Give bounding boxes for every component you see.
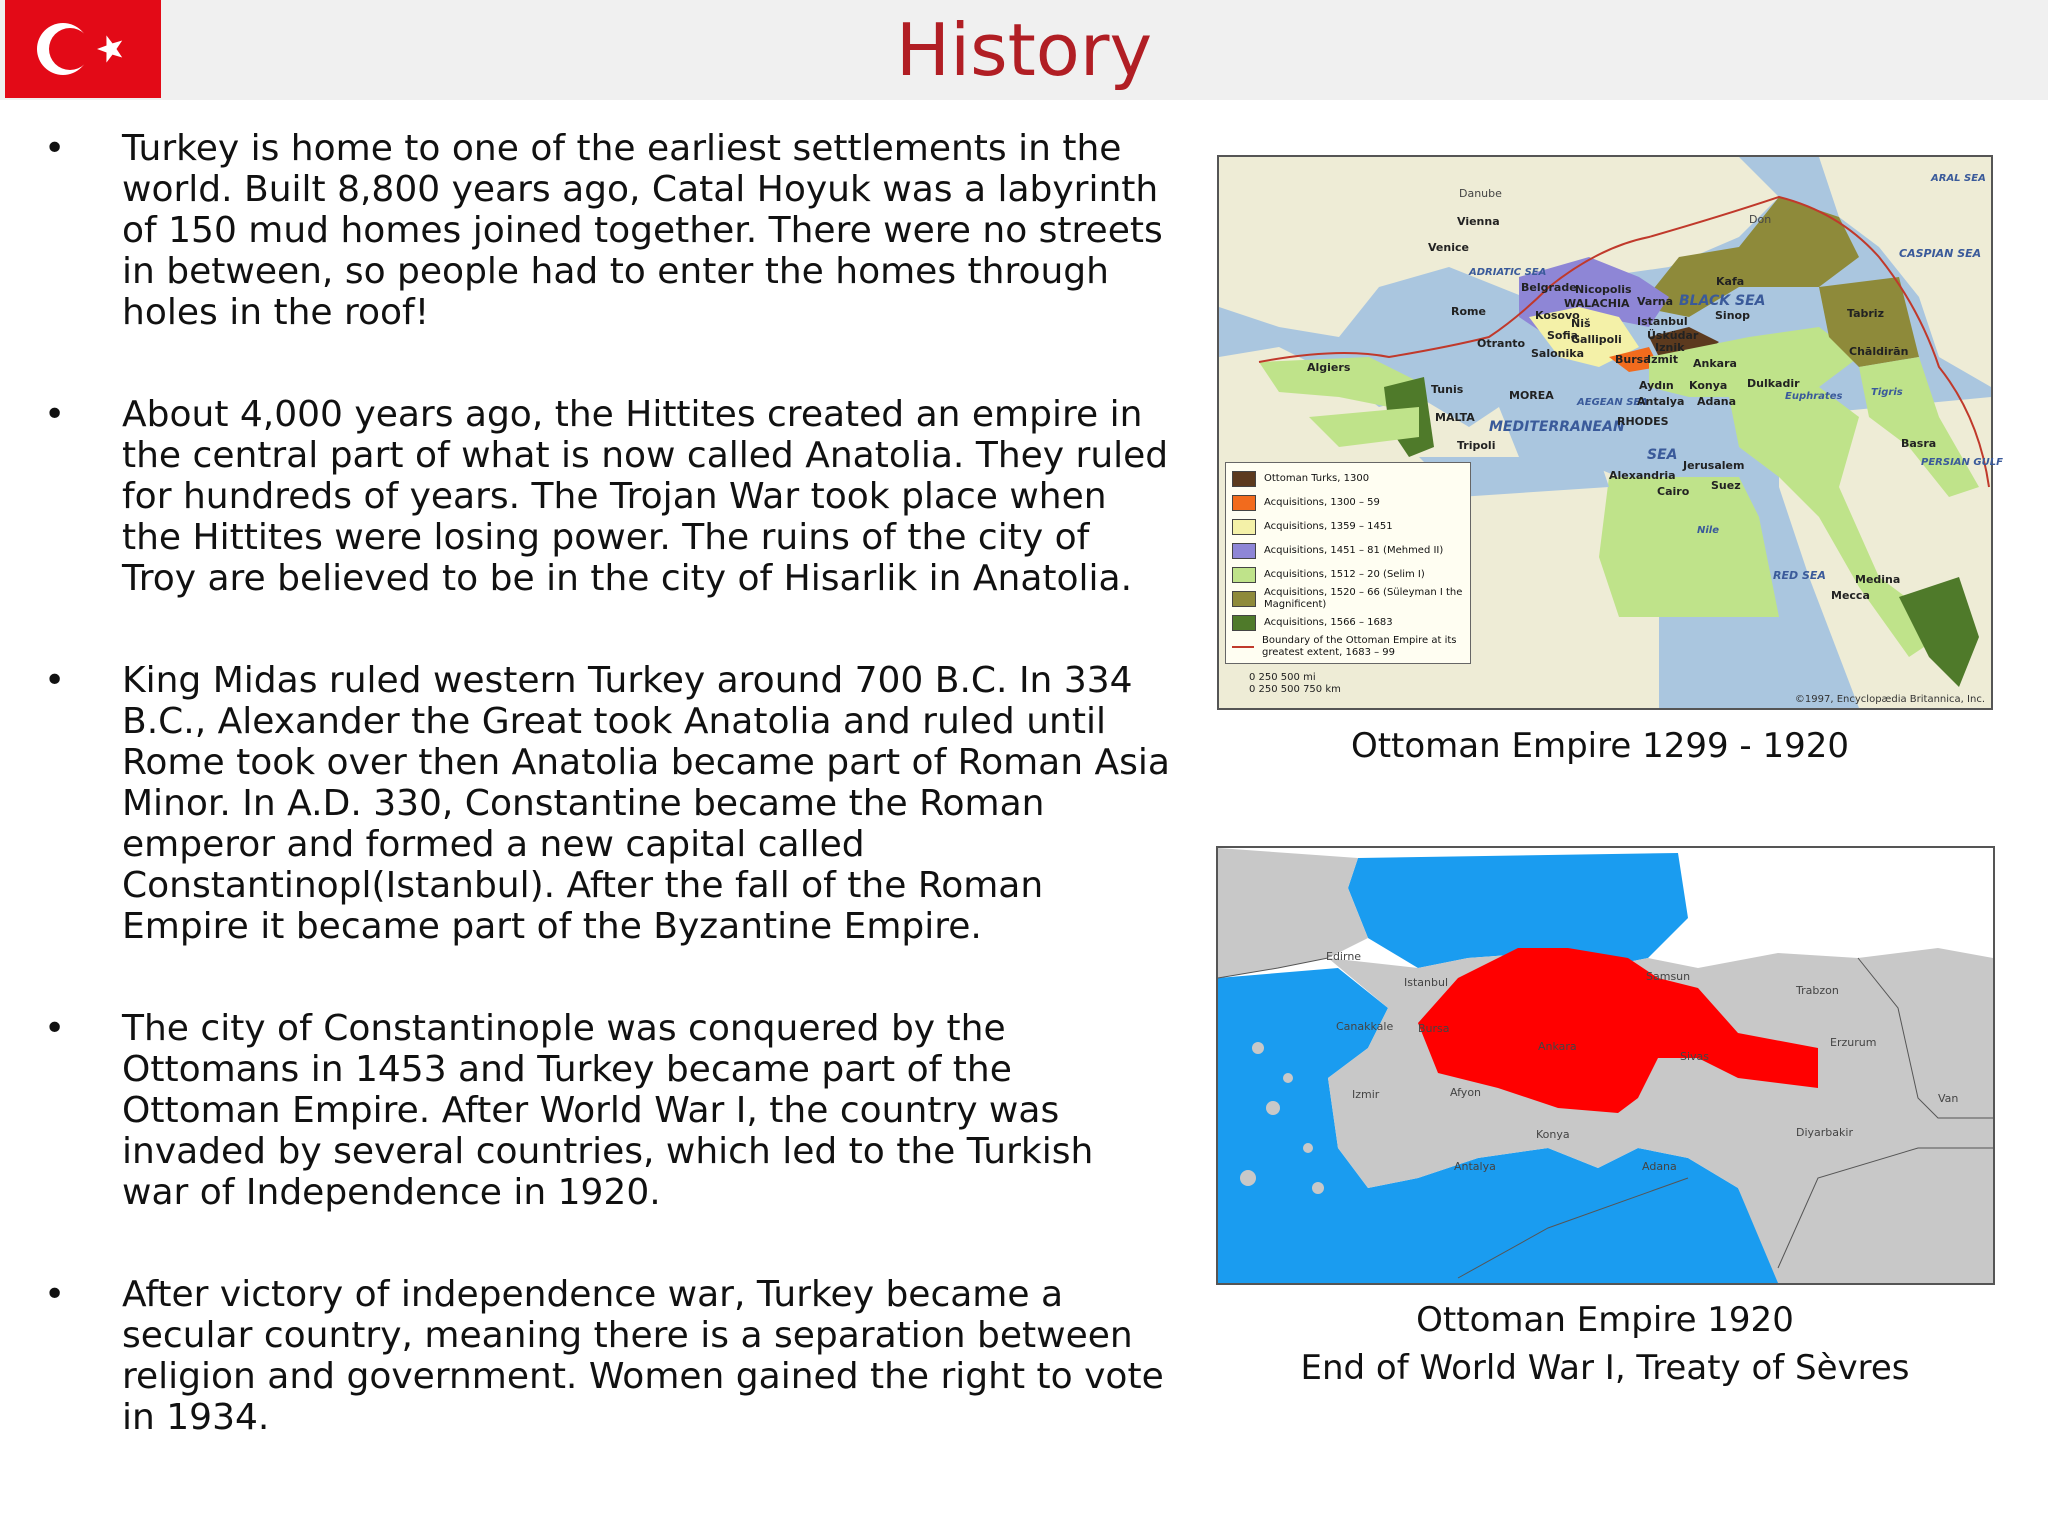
map-label: MEDITERRANEAN [1489,419,1625,435]
scale-km: 0 250 500 750 km [1249,684,1341,695]
map-label: Nicopolis [1575,283,1632,296]
map-label: Danube [1459,187,1502,200]
map-label: Diyarbakir [1796,1126,1853,1139]
map-label: RHODES [1617,415,1669,428]
map-label: Izmir [1352,1088,1380,1101]
map-label: Istanbul [1637,315,1688,328]
map-label: Otranto [1477,337,1526,350]
map-label: ARAL SEA [1931,173,1986,184]
legend-label: Acquisitions, 1451 – 81 (Mehmed II) [1264,545,1444,556]
map2-shapes [1218,848,1993,1283]
map-label: Aydın [1639,379,1674,392]
map-label: Samsun [1646,970,1691,983]
legend-swatch [1232,519,1256,535]
map-label: Niš [1571,317,1591,330]
list-item [40,128,1170,333]
bullet-marker: • [44,1008,66,1049]
list-item [40,394,1170,599]
legend-label: Boundary of the Ottoman Empire at its greatest extent, 1683 – 99 [1262,635,1457,658]
map-label: Üsküdar [1647,329,1699,342]
bullet-list [40,128,1170,1438]
map-legend [1225,462,1471,664]
map-label: Sofia [1547,329,1579,342]
map2-caption-line2: End of World War I, Treaty of Sèvres [1300,1348,1910,1388]
map-label: Don [1749,213,1772,226]
map-label: Afyon [1450,1086,1482,1099]
map-label: Kafa [1716,275,1745,288]
map2-caption-line1: Ottoman Empire 1920 [1416,1300,1794,1340]
map-copyright: ©1997, Encyclopædia Britannica, Inc. [1794,694,1985,705]
map-label: Antalya [1637,395,1685,408]
map-label: Adana [1697,395,1737,408]
map-label: AEGEAN SEA [1577,397,1648,408]
legend-label: Acquisitions, 1520 – 66 (Süleyman I the Magnificent) [1264,587,1463,610]
legend-swatch [1232,591,1256,607]
map-label: Algiers [1307,361,1351,374]
map-label: Iznik [1655,341,1685,354]
legend-swatch [1232,615,1256,631]
legend-label: Ottoman Turks, 1300 [1264,473,1370,484]
map-label: SEA [1647,447,1678,463]
map-label: Trabzon [1796,984,1839,997]
map-label: Izmit [1647,353,1678,366]
map-label: Istanbul [1404,976,1449,989]
list-item [40,660,1170,947]
map-label: Nile [1697,525,1720,536]
bullet-text: King Midas ruled western Turkey around 700 B.C. In 334 B.C., Alexander the Great took Anatolia and ruled until Rome took over then Anatolia became part of Roman Asia Minor. In A.D. 330, Constantine became the Roman emperor and formed a new capital called Constantinopl(Istanbul). After the fall of the Roman Empire it became part of the Byzantine Empire. [122,660,1170,947]
map-label: Tigris [1871,387,1903,398]
legend-label: Acquisitions, 1300 – 59 [1264,497,1380,508]
bullet-marker: • [44,128,66,169]
map-scale [1249,672,1341,696]
map-label: Konya [1689,379,1728,392]
map-label: Adana [1642,1160,1677,1173]
map-label: Belgrade [1521,281,1577,294]
legend-entry [1232,515,1464,539]
map-label: WALACHIA [1564,297,1630,310]
legend-entry [1232,491,1464,515]
map2-caption [1250,1296,1960,1392]
map-label: RED SEA [1773,569,1826,582]
legend-line [1232,646,1254,648]
map-label: Kosovo [1535,309,1580,322]
map-label: Canakkale [1336,1020,1394,1033]
map-label: ADRIATIC SEA [1469,267,1547,278]
map-label: Tripoli [1457,439,1496,452]
map-label: MOREA [1509,389,1554,402]
map-label: BLACK SEA [1679,293,1766,309]
map-label: Salonika [1531,347,1585,360]
legend-swatch [1232,543,1256,559]
list-item [40,1008,1170,1213]
bullet-text: The city of Constantinople was conquered by the Ottomans in 1453 and Turkey became part of the Ottoman Empire. After World War I, the country was invaded by several countries, which led to the Turkish war of Independence in 1920. [122,1008,1094,1213]
map-label: Chāldirān [1849,345,1909,358]
map-label: Sinop [1715,309,1750,322]
map-label: Erzurum [1830,1036,1877,1049]
map-label: Rome [1451,305,1486,318]
map-label: Ankara [1693,357,1737,370]
map-label: Vienna [1457,215,1500,228]
legend-entry [1232,563,1464,587]
map-label: Van [1938,1092,1959,1105]
bullet-text: Turkey is home to one of the earliest settlements in the world. Built 8,800 years ago, Catal Hoyuk was a labyrinth of 150 mud homes joined together. There were no streets in between, so people had to enter the homes through holes in the roof! [122,128,1163,333]
legend-entry [1232,635,1464,659]
bullet-marker: • [44,394,66,435]
map-label: Suez [1711,479,1741,492]
legend-entry [1232,467,1464,491]
map-label: Dulkadir [1747,377,1800,390]
map-label: Varna [1637,295,1674,308]
bullet-text: After victory of independence war, Turkey became a secular country, meaning there is a separation between religion and government. Women gained the right to vote in 1934. [122,1274,1164,1438]
map-label: Alexandria [1609,469,1676,482]
legend-swatch [1232,567,1256,583]
map-label: Bursa [1418,1022,1450,1035]
legend-entry [1232,587,1464,611]
map-label: Jerusalem [1683,459,1745,472]
scale-miles: 0 250 500 mi [1249,672,1316,683]
list-item [40,1274,1170,1438]
map-label: Antalya [1454,1160,1496,1173]
map-label: Euphrates [1785,391,1843,402]
map-label: Sivas [1680,1050,1710,1063]
page-title: History [895,8,1153,92]
map-label: Edirne [1326,950,1362,963]
ottoman-empire-1920-map [1216,846,1995,1285]
map-label: MALTA [1435,411,1475,424]
legend-label: Acquisitions, 1359 – 1451 [1264,521,1393,532]
header-bar [0,0,2048,100]
map-label: Tunis [1431,383,1464,396]
map-label: CASPIAN SEA [1899,247,1982,260]
map-label: Gallipoli [1571,333,1622,346]
map1-caption: Ottoman Empire 1299 - 1920 [1350,726,1850,766]
map-label: Konya [1536,1128,1570,1141]
bullet-text: About 4,000 years ago, the Hittites created an empire in the central part of what is now called Anatolia. They ruled for hundreds of years. The Trojan War took place when the Hittites were losing power. The ruins of the city of Troy are believed to be in the city of Hisarlik in Anatolia. [122,394,1169,599]
legend-entry [1232,539,1464,563]
map-label: Basra [1901,437,1937,450]
legend-label: Acquisitions, 1512 – 20 (Selim I) [1264,569,1425,580]
bullet-marker: • [44,1274,66,1315]
legend-entry [1232,611,1464,635]
bullet-marker: • [44,660,66,701]
ottoman-empire-historical-map [1217,155,2003,710]
map-label: Ankara [1538,1040,1577,1053]
map-label: Venice [1428,241,1469,254]
map-label: Bursa [1615,353,1651,366]
map-label: Mecca [1831,589,1870,602]
map-label: Tabriz [1847,307,1884,320]
legend-label: Acquisitions, 1566 – 1683 [1264,617,1393,628]
map-label: PERSIAN GULF [1921,457,2003,468]
legend-swatch [1232,495,1256,511]
map-label: Cairo [1657,485,1690,498]
map-label: Medina [1855,573,1901,586]
legend-swatch [1232,471,1256,487]
